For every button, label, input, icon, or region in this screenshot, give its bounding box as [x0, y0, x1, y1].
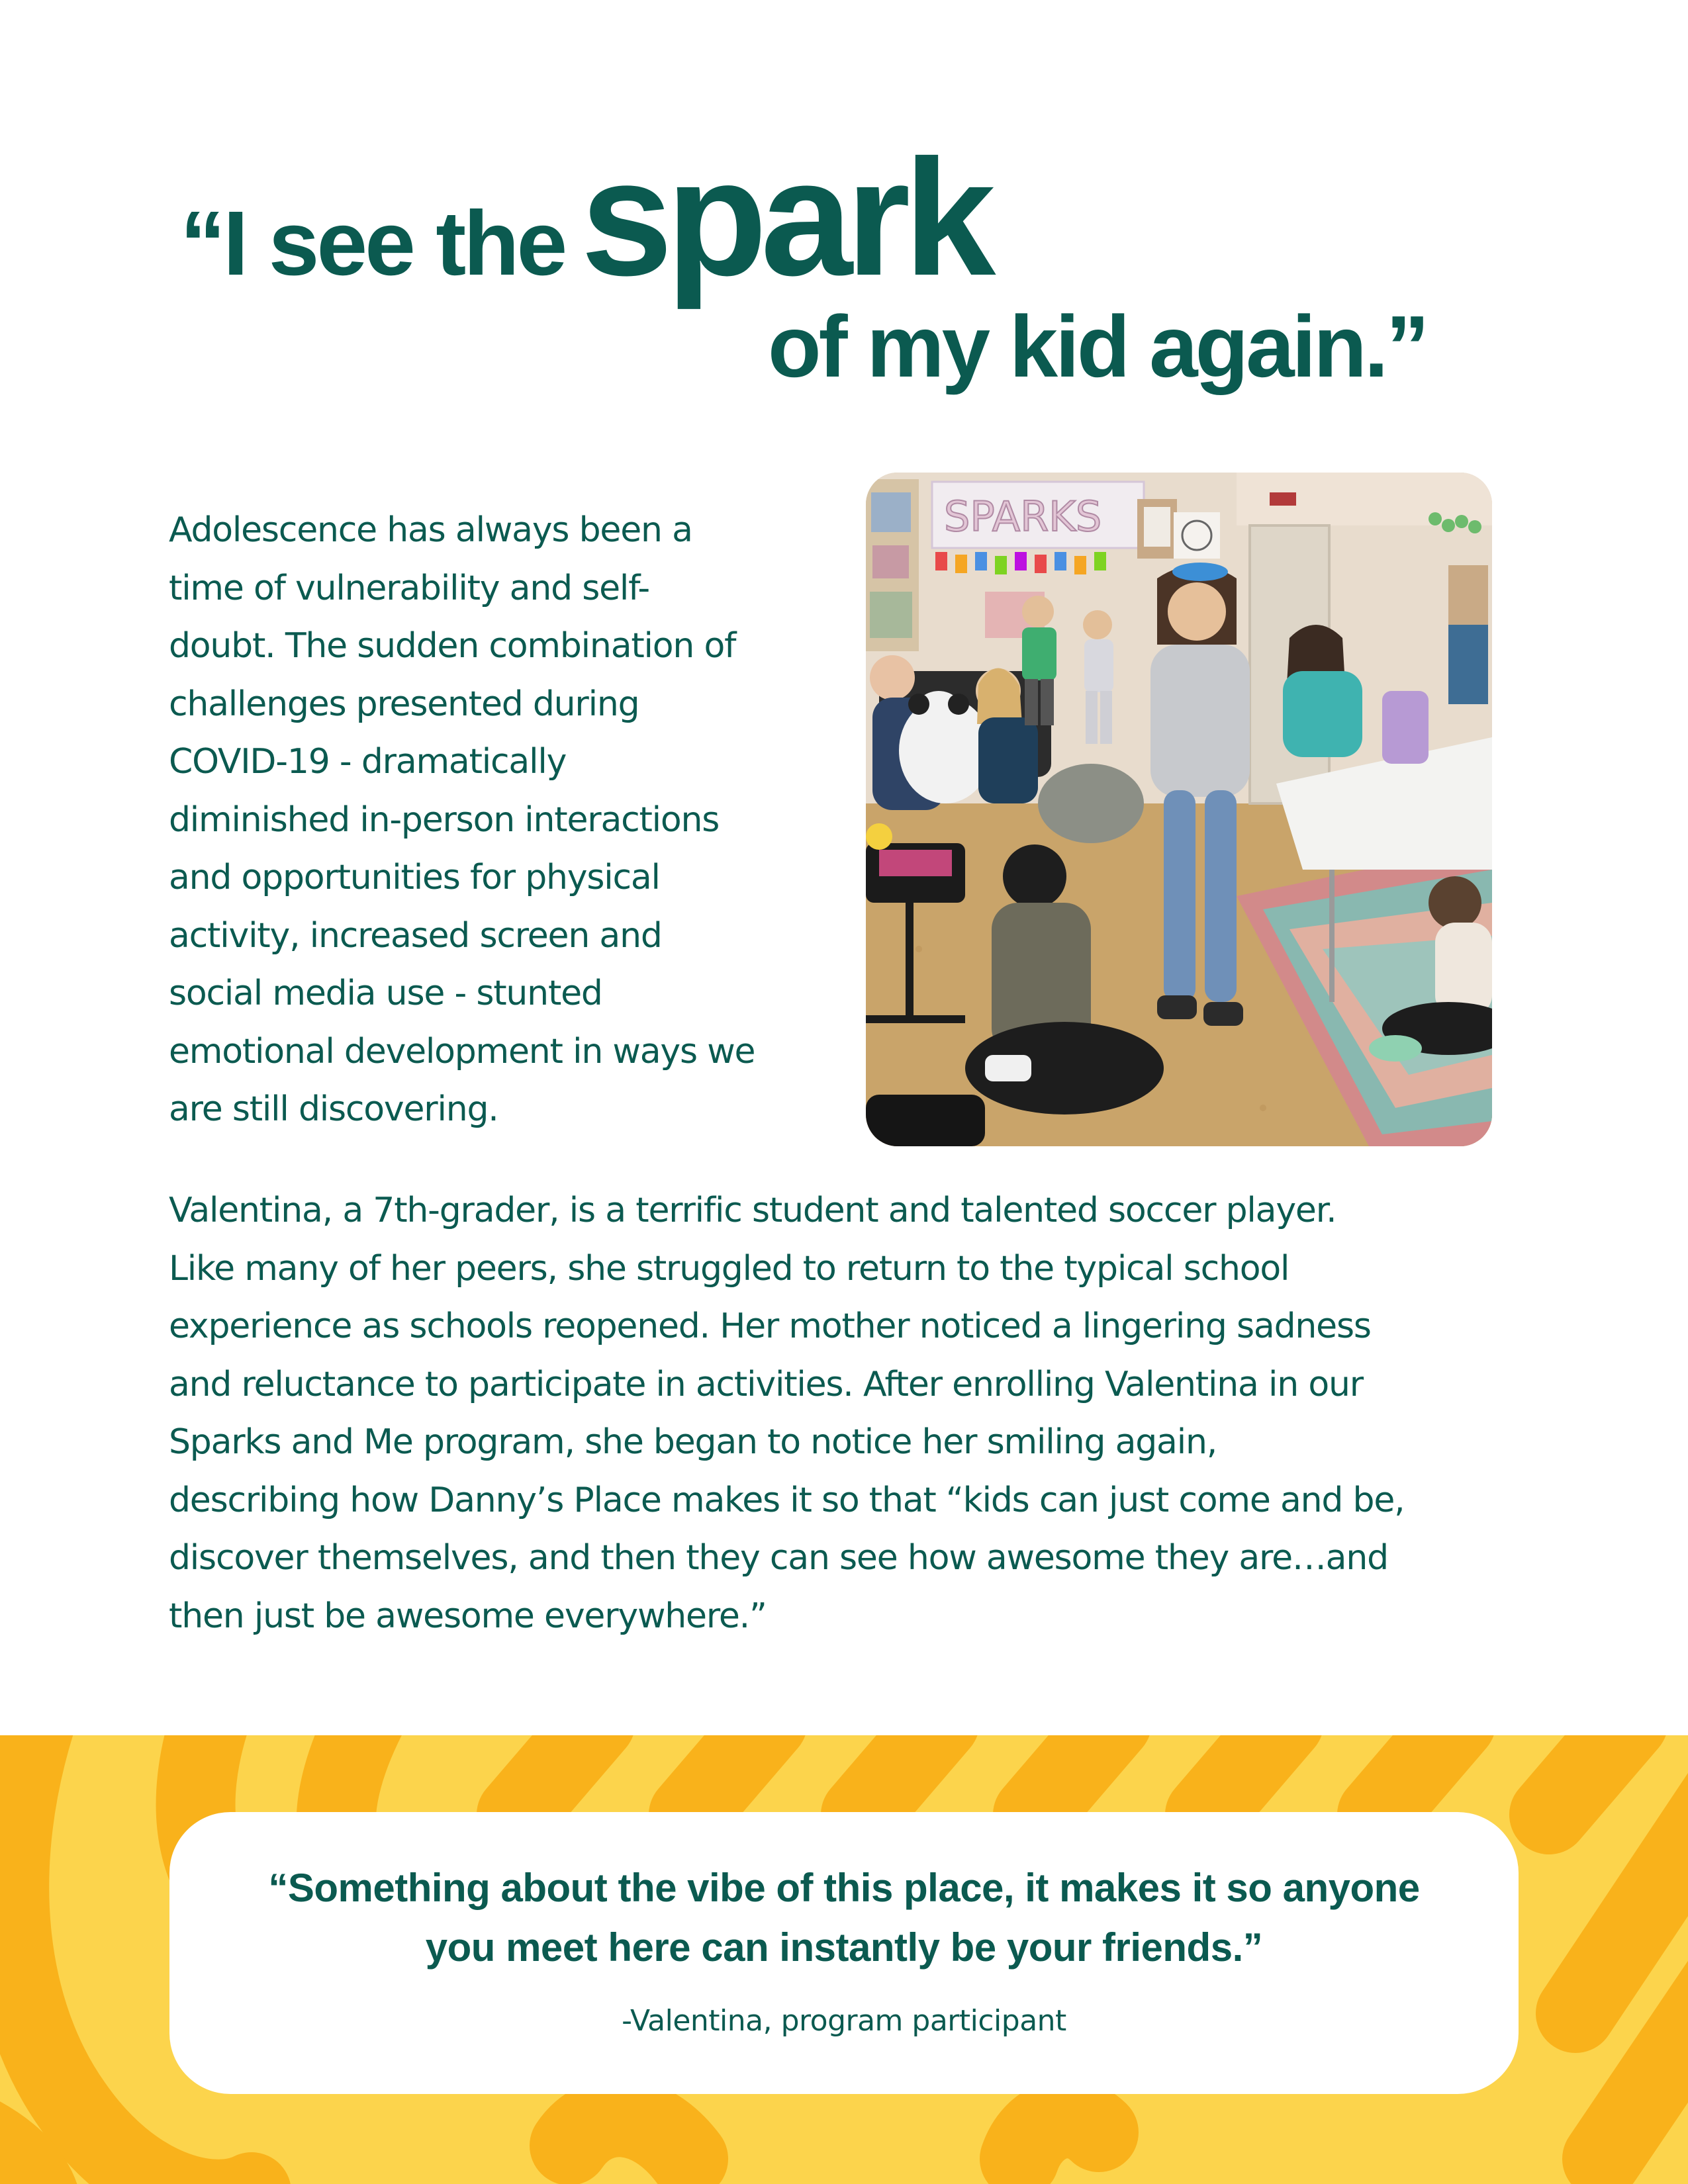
story-line: and reluctance to participate in activities. After enrolling Valentina in our	[169, 1364, 1363, 1404]
intro-line: are still discovering.	[169, 1089, 498, 1129]
headline	[0, 0, 1688, 424]
story-line: describing how Danny’s Place makes it so that “kids can just come and be,	[169, 1480, 1405, 1520]
headline-emphasis-word: spark	[581, 125, 990, 310]
intro-line: COVID-19 - dramatically	[169, 742, 567, 782]
story-line: Sparks and Me program, she began to notice her smiling again,	[169, 1422, 1217, 1462]
intro-line: Adolescence has always been a	[169, 510, 692, 550]
story-line: experience as schools reopened. Her mother noticed a lingering sadness	[169, 1306, 1371, 1346]
intro-line: time of vulnerability and self-	[169, 568, 649, 608]
intro-line: activity, increased screen and	[169, 915, 662, 956]
story-paragraph	[169, 1182, 1532, 1645]
intro-line: and opportunities for physical	[169, 858, 660, 897]
headline-line-2: of my kid again.”	[768, 298, 1427, 395]
headline-prefix: “I see the	[180, 193, 565, 295]
program-photo	[866, 473, 1492, 1146]
quote-line: “Something about the vibe of this place, it makes it so anyone	[268, 1866, 1420, 1910]
testimonial-quote	[169, 1858, 1519, 1978]
testimonial-attribution: -Valentina, program participant	[622, 2004, 1066, 2038]
story-line: Like many of her peers, she struggled to return to the typical school	[169, 1248, 1289, 1289]
photo-banner-text: SPARKS	[944, 492, 1102, 541]
story-line: Valentina, a 7th-grader, is a terrific student and talented soccer player.	[169, 1191, 1336, 1230]
testimonial-card	[169, 1812, 1519, 2094]
intro-line: emotional development in ways we	[169, 1031, 755, 1071]
intro-paragraph	[169, 502, 831, 1139]
story-line: then just be awesome everywhere.”	[169, 1596, 767, 1636]
intro-line: social media use - stunted	[169, 974, 602, 1013]
headline-line-1	[180, 122, 989, 312]
intro-line: challenges presented during	[169, 684, 639, 724]
quote-line: you meet here can instantly be your friends.”	[425, 1925, 1263, 1970]
story-line: discover themselves, and then they can see how awesome they are…and	[169, 1538, 1388, 1578]
intro-line: diminished in-person interactions	[169, 799, 720, 840]
intro-line: doubt. The sudden combination of	[169, 626, 736, 666]
